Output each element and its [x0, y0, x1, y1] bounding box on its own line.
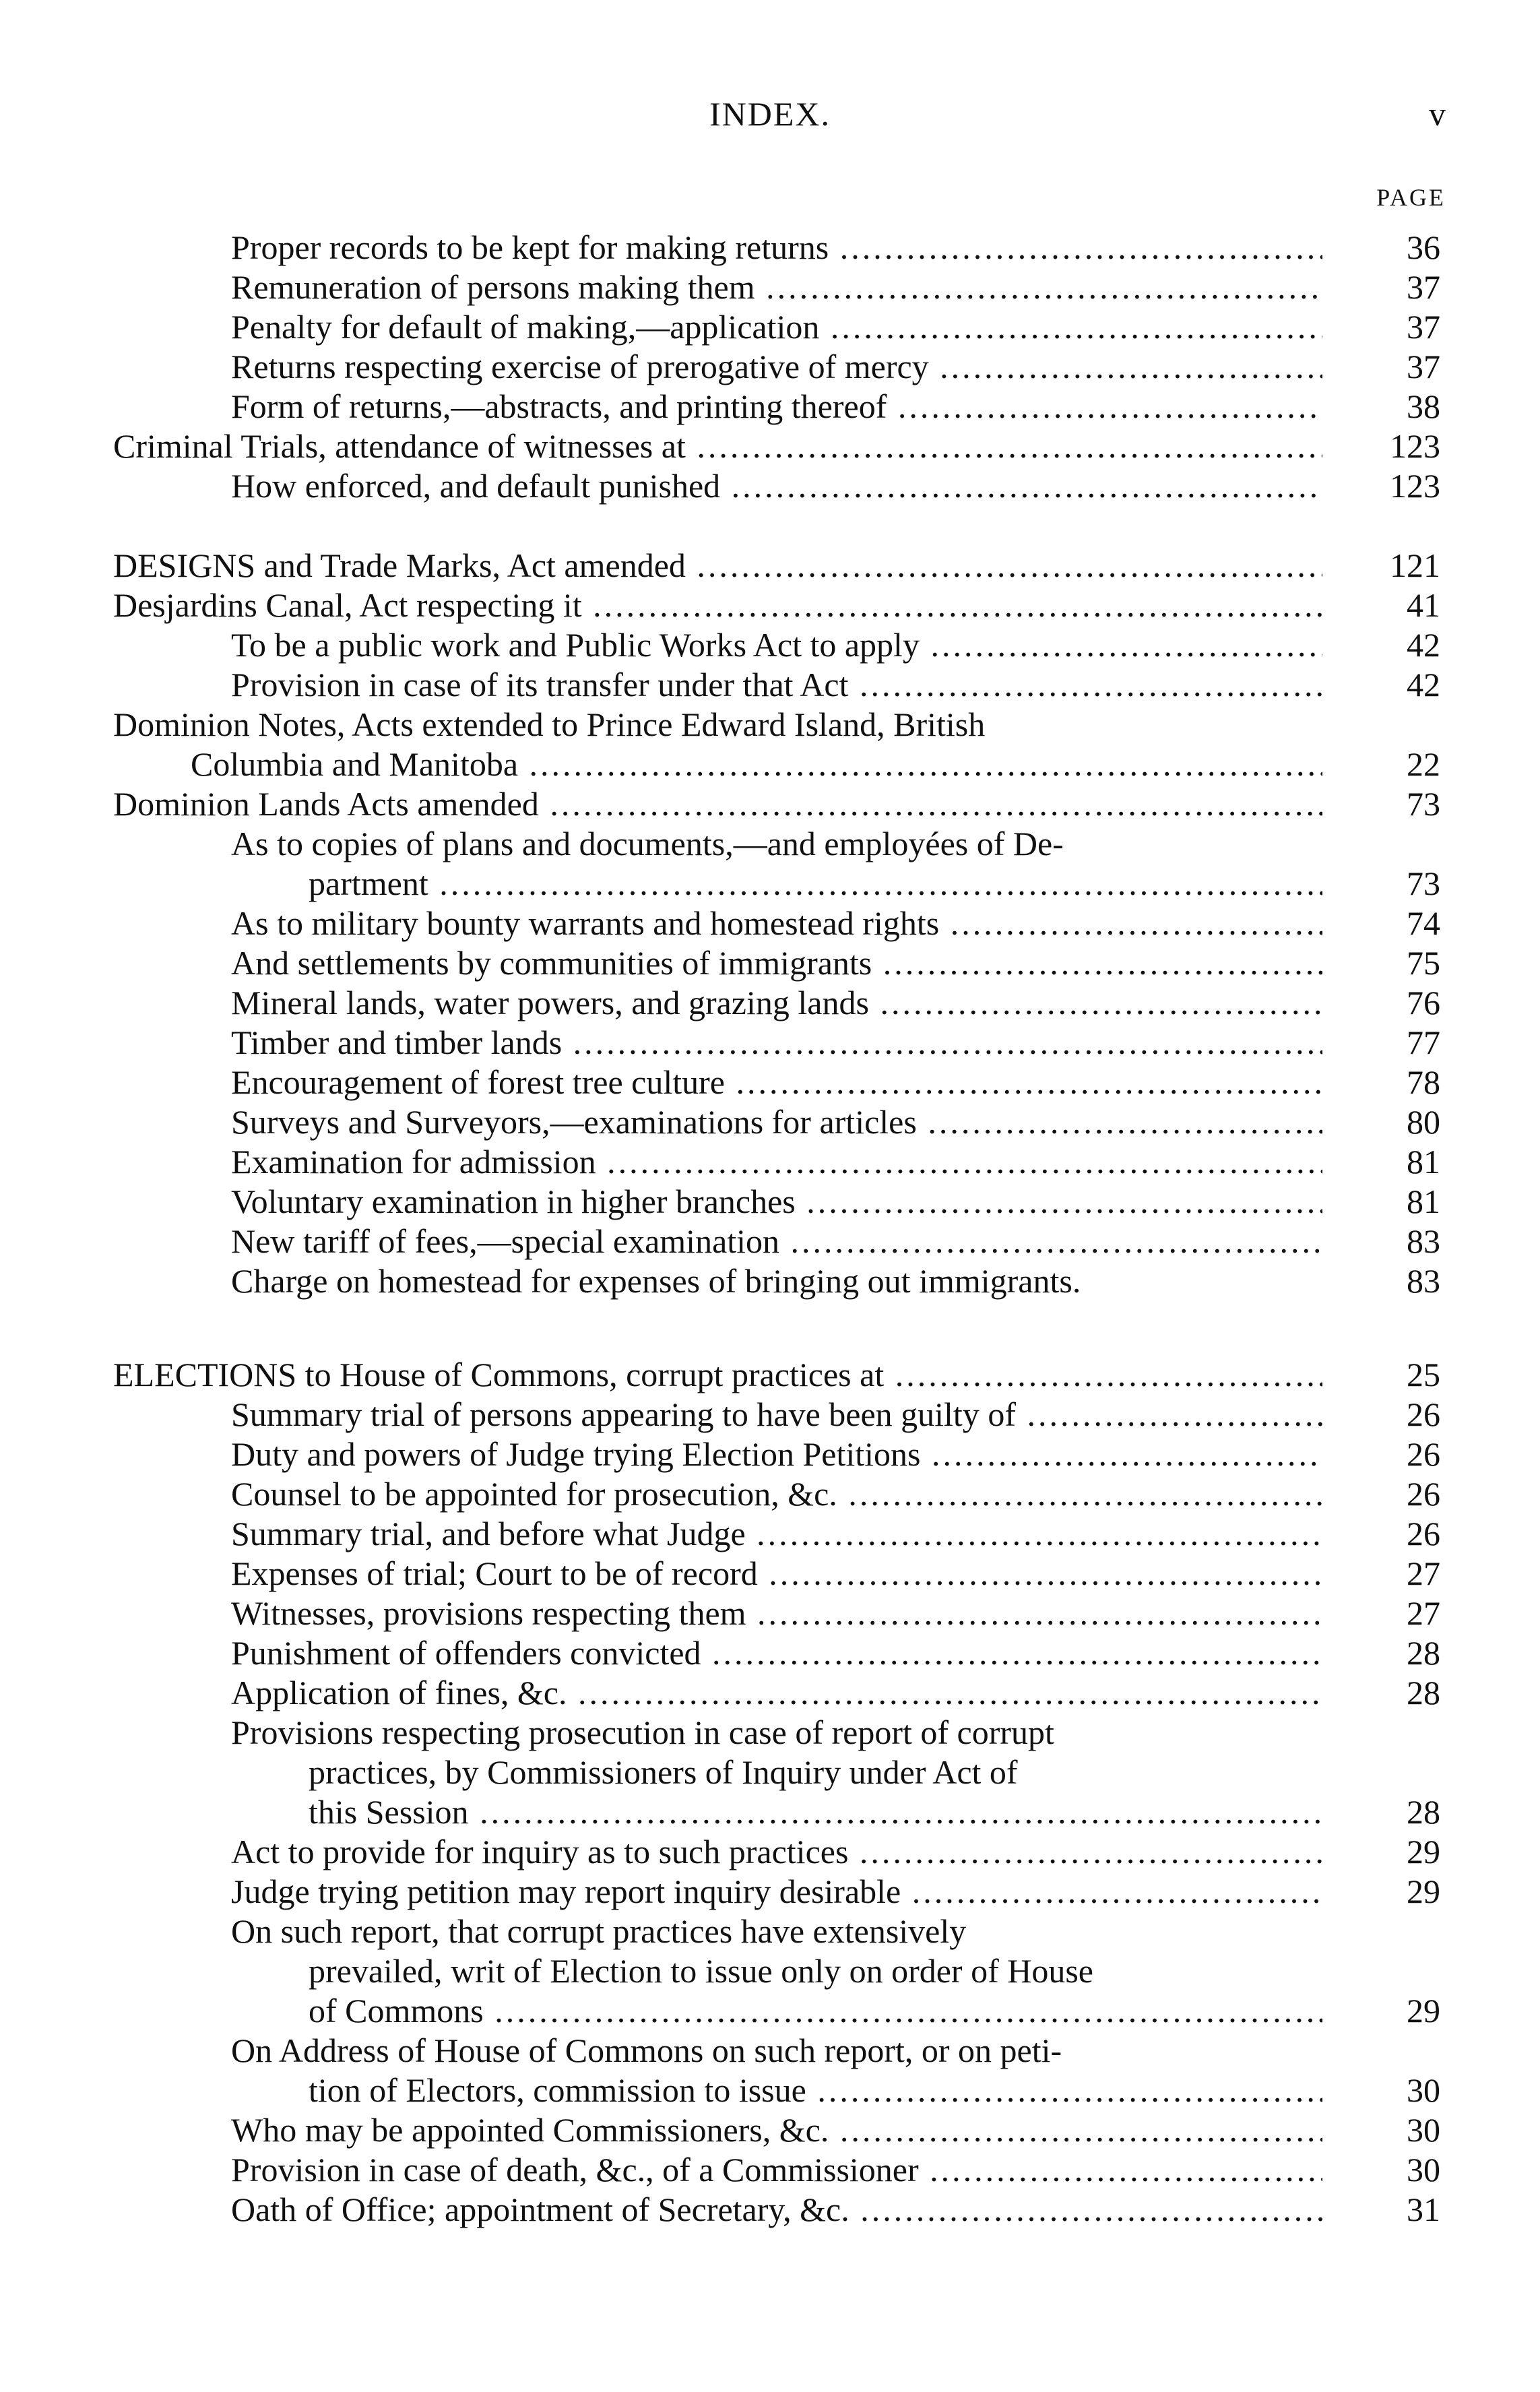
index-entry	[113, 546, 1440, 586]
entry-text: Columbia and Manitoba .....	[113, 745, 1322, 784]
entry-page-number: 74	[1407, 904, 1440, 942]
entry-page-number: 26	[1407, 1475, 1440, 1513]
entry-text-wrap	[113, 387, 1322, 427]
entry-text: New tariff of fees,—special examination .....	[231, 1222, 1322, 1261]
entry-page-number: 75	[1407, 944, 1440, 982]
entry-page-number: 42	[1407, 626, 1440, 664]
index-entries	[113, 228, 1440, 2230]
entry-page-number: 28	[1407, 1674, 1440, 1711]
entry-text-wrap	[113, 228, 1322, 267]
entry-text: Charge on homestead for expenses of bringing out immigrants.	[231, 1262, 1081, 1300]
entry-page-number: 30	[1407, 2151, 1440, 2189]
entry-text: Dominion Notes, Acts extended to Prince Edward Island, British	[113, 705, 986, 743]
entry-text-wrap	[113, 1474, 1322, 1514]
entry-text-wrap	[113, 1912, 1322, 1951]
entry-text: DESIGNS and Trade Marks, Act amended .....	[113, 546, 1322, 586]
index-entry	[113, 1872, 1440, 1912]
entry-text-wrap	[113, 466, 1322, 506]
entry-text: Mineral lands, water powers, and grazing lands .....	[231, 983, 1322, 1023]
index-entry	[113, 1182, 1440, 1222]
index-entry	[113, 1912, 1440, 1951]
entry-text-wrap	[113, 1222, 1322, 1261]
entry-text: ELECTIONS to House of Commons, corrupt practices at .....	[113, 1355, 1322, 1395]
entry-page-number: 37	[1407, 308, 1440, 346]
entry-text-wrap	[113, 1395, 1322, 1435]
index-entry	[113, 1673, 1440, 1713]
entry-page-number: 41	[1407, 586, 1440, 624]
index-entry	[113, 1594, 1440, 1633]
index-entry	[113, 1023, 1440, 1063]
entry-text-wrap	[113, 1753, 1322, 1792]
entry-text-wrap	[113, 1142, 1322, 1182]
entry-page-number: 38	[1407, 387, 1440, 425]
index-entry	[113, 1142, 1440, 1182]
index-entry	[113, 387, 1440, 427]
entry-text: Oath of Office; appointment of Secretary, &c. .....	[231, 2190, 1322, 2230]
index-entry	[113, 307, 1440, 347]
index-entry	[113, 1832, 1440, 1872]
index-entry	[113, 1713, 1440, 1753]
entry-text-wrap	[113, 1261, 1322, 1301]
entry-text-wrap	[113, 2110, 1322, 2150]
running-head: INDEX.	[709, 95, 831, 133]
entry-page-number: 30	[1407, 2071, 1440, 2109]
entry-page-number: 73	[1407, 785, 1440, 823]
entry-text: Summary trial, and before what Judge .....	[231, 1514, 1322, 1554]
entry-text-wrap	[113, 1991, 1322, 2031]
entry-text-wrap	[113, 1435, 1322, 1474]
entry-text-wrap	[113, 1063, 1322, 1102]
entry-text: practices, by Commissioners of Inquiry under Act of	[309, 1753, 1018, 1791]
entry-page-number: 42	[1407, 666, 1440, 703]
entry-text: tion of Electors, commission to issue .....	[231, 2071, 1322, 2110]
entry-text-wrap	[113, 904, 1322, 943]
entry-text: On such report, that corrupt practices have extensively	[231, 1912, 967, 1950]
index-entry	[113, 1633, 1440, 1673]
entry-text: Witnesses, provisions respecting them .....	[231, 1594, 1322, 1633]
index-entry	[113, 983, 1440, 1023]
entry-text-wrap	[113, 665, 1322, 705]
entry-text-wrap	[113, 983, 1322, 1023]
entry-page-number: 77	[1407, 1024, 1440, 1061]
page-number: v	[1429, 95, 1446, 133]
entry-text-wrap	[113, 1514, 1322, 1554]
entry-page-number: 27	[1407, 1594, 1440, 1632]
entry-text: Examination for admission .....	[231, 1142, 1322, 1182]
index-entry	[113, 1355, 1440, 1395]
entry-text: Provision in case of its transfer under that Act .....	[231, 665, 1322, 705]
entry-text: Provisions respecting prosecution in case of report of corrupt	[231, 1713, 1054, 1751]
entry-text: Expenses of trial; Court to be of record .....	[231, 1554, 1322, 1594]
entry-page-number: 26	[1407, 1435, 1440, 1473]
entry-text: Remuneration of persons making them .....	[231, 267, 1322, 307]
entry-text: prevailed, writ of Election to issue only on order of House	[309, 1952, 1093, 1990]
entry-text: Dominion Lands Acts amended .....	[113, 784, 1322, 824]
index-entry	[113, 824, 1440, 864]
entry-text: Voluntary examination in higher branches .....	[231, 1182, 1322, 1222]
entry-text-wrap	[113, 347, 1322, 387]
entry-page-number: 28	[1407, 1634, 1440, 1672]
entry-page-number: 37	[1407, 268, 1440, 306]
index-entry	[113, 1554, 1440, 1594]
index-entry	[113, 1063, 1440, 1102]
entry-text: Act to provide for inquiry as to such practices .....	[231, 1832, 1322, 1872]
index-entry-continuation	[113, 1951, 1440, 1991]
entry-text-wrap	[113, 705, 1322, 745]
entry-page-number: 29	[1407, 1833, 1440, 1870]
entry-text: Penalty for default of making,—application .....	[231, 307, 1322, 347]
entry-text-wrap	[113, 1633, 1322, 1673]
entry-text: Form of returns,—abstracts, and printing thereof .....	[231, 387, 1322, 427]
entry-page-number: 81	[1407, 1143, 1440, 1181]
index-entry	[113, 1435, 1440, 1474]
entry-text: Desjardins Canal, Act respecting it .....	[113, 586, 1322, 625]
entry-text: Surveys and Surveyors,—examinations for articles .....	[231, 1102, 1322, 1142]
entry-page-number: 121	[1390, 546, 1440, 584]
entry-text: To be a public work and Public Works Act to apply .....	[231, 625, 1322, 665]
index-entry	[113, 705, 1440, 745]
index-entry	[113, 2110, 1440, 2150]
entry-text-wrap	[113, 943, 1322, 983]
entry-text: Criminal Trials, attendance of witnesses at .....	[113, 427, 1322, 466]
entry-text-wrap	[113, 2071, 1322, 2110]
entry-page-number: 73	[1407, 864, 1440, 902]
index-entry-continuation	[113, 1792, 1440, 1832]
entry-page-number: 25	[1407, 1356, 1440, 1393]
entry-page-number: 123	[1390, 467, 1440, 505]
entry-page-number: 30	[1407, 2111, 1440, 2149]
entry-page-number: 29	[1407, 1872, 1440, 1910]
index-entry	[113, 1395, 1440, 1435]
index-entry-continuation	[113, 745, 1440, 784]
index-entry	[113, 1102, 1440, 1142]
index-entry	[113, 228, 1440, 267]
entry-text-wrap	[113, 1792, 1322, 1832]
entry-page-number: 76	[1407, 984, 1440, 1021]
entry-text-wrap	[113, 745, 1322, 784]
entry-page-number: 37	[1407, 348, 1440, 385]
entry-text-wrap	[113, 784, 1322, 824]
index-entry	[113, 1261, 1440, 1301]
index-entry	[113, 1474, 1440, 1514]
index-entry	[113, 267, 1440, 307]
entry-text: this Session .....	[231, 1792, 1322, 1832]
index-entry	[113, 2190, 1440, 2230]
page-column-label: PAGE	[1376, 184, 1446, 211]
index-entry	[113, 2031, 1440, 2071]
entry-page-number: 22	[1407, 745, 1440, 783]
entry-page-number: 26	[1407, 1395, 1440, 1433]
entry-text: Summary trial of persons appearing to have been guilty of .....	[231, 1395, 1322, 1435]
entry-text-wrap	[113, 1102, 1322, 1142]
index-entry	[113, 2150, 1440, 2190]
entry-text-wrap	[113, 1713, 1322, 1753]
entry-text: Who may be appointed Commissioners, &c. .....	[231, 2110, 1322, 2150]
index-entry	[113, 347, 1440, 387]
entry-page-number: 83	[1407, 1222, 1440, 1260]
entry-text-wrap	[113, 864, 1322, 904]
entry-text-wrap	[113, 824, 1322, 864]
entry-text-wrap	[113, 586, 1322, 625]
entry-page-number: 81	[1407, 1183, 1440, 1220]
entry-text-wrap	[113, 2190, 1322, 2230]
entry-text-wrap	[113, 1872, 1322, 1912]
entry-text: of Commons .....	[231, 1991, 1322, 2031]
entry-text: Punishment of offenders convicted .....	[231, 1633, 1322, 1673]
entry-page-number: 29	[1407, 1992, 1440, 2029]
entry-text: How enforced, and default punished .....	[231, 466, 1322, 506]
entry-text: partment .....	[231, 864, 1322, 904]
entry-text-wrap	[113, 427, 1322, 466]
entry-text: Duty and powers of Judge trying Election Petitions .....	[231, 1435, 1322, 1474]
entry-text-wrap	[113, 625, 1322, 665]
entry-page-number: 78	[1407, 1063, 1440, 1101]
index-entry	[113, 1222, 1440, 1261]
index-entry	[113, 625, 1440, 665]
entry-text-wrap	[113, 1554, 1322, 1594]
entry-text: On Address of House of Commons on such report, or on peti-	[231, 2032, 1062, 2069]
entry-text-wrap	[113, 307, 1322, 347]
entry-page-number: 26	[1407, 1515, 1440, 1552]
page-header	[0, 94, 1540, 141]
entry-text: Timber and timber lands .....	[231, 1023, 1322, 1063]
index-entry-continuation	[113, 864, 1440, 904]
entry-text-wrap	[113, 2150, 1322, 2190]
index-entry	[113, 943, 1440, 983]
index-entry	[113, 784, 1440, 824]
entry-text: Proper records to be kept for making returns .....	[231, 228, 1322, 267]
entry-text: Returns respecting exercise of prerogative of mercy .....	[231, 347, 1322, 387]
entry-text: Judge trying petition may report inquiry desirable .....	[231, 1872, 1322, 1912]
entry-text-wrap	[113, 2031, 1322, 2071]
entry-text-wrap	[113, 546, 1322, 586]
entry-text: Encouragement of forest tree culture .....	[231, 1063, 1322, 1102]
entry-text-wrap	[113, 1673, 1322, 1713]
entry-page-number: 123	[1390, 427, 1440, 465]
index-entry-continuation	[113, 1991, 1440, 2031]
entry-text: Provision in case of death, &c., of a Commissioner .....	[231, 2150, 1322, 2190]
entry-page-number: 31	[1407, 2191, 1440, 2228]
entry-text: As to military bounty warrants and homestead rights .....	[231, 904, 1322, 943]
entry-text-wrap	[113, 1182, 1322, 1222]
index-entry	[113, 1514, 1440, 1554]
entry-page-number: 36	[1407, 228, 1440, 266]
entry-text-wrap	[113, 1355, 1322, 1395]
entry-text-wrap	[113, 267, 1322, 307]
index-entry	[113, 427, 1440, 466]
entry-text: And settlements by communities of immigrants .....	[231, 943, 1322, 983]
index-entry	[113, 665, 1440, 705]
index-entry	[113, 904, 1440, 943]
entry-text: Application of fines, &c. .....	[231, 1673, 1322, 1713]
index-entry-continuation	[113, 2071, 1440, 2110]
entry-text-wrap	[113, 1832, 1322, 1872]
index-entry	[113, 466, 1440, 506]
entry-page-number: 27	[1407, 1554, 1440, 1592]
entry-text: Counsel to be appointed for prosecution, &c. .....	[231, 1474, 1322, 1514]
entry-text: As to copies of plans and documents,—and employées of De-	[231, 825, 1064, 862]
entry-text-wrap	[113, 1023, 1322, 1063]
entry-page-number: 28	[1407, 1793, 1440, 1831]
entry-page-number: 83	[1407, 1262, 1440, 1300]
entry-page-number: 80	[1407, 1103, 1440, 1141]
entry-text-wrap	[113, 1951, 1322, 1991]
index-entry	[113, 586, 1440, 625]
index-entry-continuation	[113, 1753, 1440, 1792]
entry-text-wrap	[113, 1594, 1322, 1633]
